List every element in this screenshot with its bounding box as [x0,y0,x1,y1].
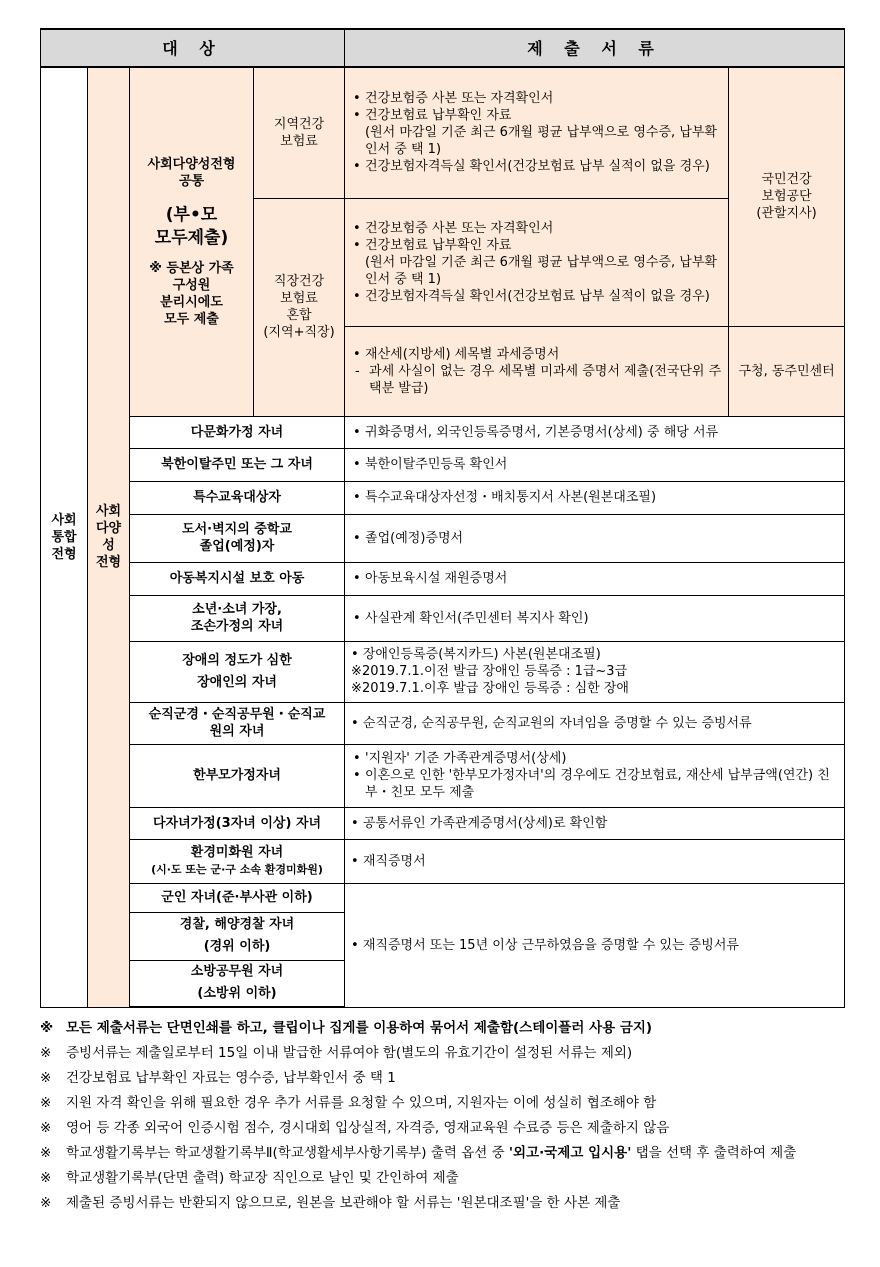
category-label: 사회 통합 전형 [51,512,77,562]
issuer-nhis-text: 국민건강 보험공단 (관할지사) [756,172,817,222]
workplace-insurance-docs [345,198,729,326]
doc-special-education [345,481,845,514]
header-documents: 제 출 서 류 [345,29,845,67]
target-martyr [130,702,345,744]
doc-text: 순직군경, 순직공무원, 순직교원의 자녀임을 증명할 수 있는 증빙서류 [362,715,752,731]
doc-item: • '지원자' 기준 가족관계증명서(상세) [351,750,838,767]
common-target-cell [130,67,254,416]
doc-item: • 건강보험자격득실 확인서(건강보험료 납부 실적이 없을 경우) [351,158,722,175]
note-text: 학교생활기록부는 학교생활기록부Ⅱ(학교생활세부사항기록부) 출력 옵션 중 [66,1145,509,1161]
note-text: 탭을 선택 후 출력하여 제출 [631,1145,797,1161]
note-mark: ※ [40,1045,52,1061]
target-text: 소년·소녀 가장, 조손가정의 자녀 [190,602,284,634]
target-subtext: (시·도 또는 군·구 소속 환경미화원) [151,863,323,876]
doc-north-korean-defector [345,448,845,481]
doc-single-parent [345,744,845,807]
doc-line: • 장애인등록증(복지카드) 사본(원본대조필) [351,647,601,662]
target-firefighter [130,960,345,1007]
family-separation-note: ※ 등본상 가족 구성원 분리시에도 모두 제출 [149,260,234,327]
doc-item: • 건강보험자격득실 확인서(건강보험료 납부 실적이 없을 경우) [351,288,722,305]
header-target: 대 상 [41,29,345,67]
doc-text: 재직증명서 또는 15년 이상 근무하였음을 증명할 수 있는 증빙서류 [362,937,739,953]
target-north-korean-defector: 북한이탈주민 또는 그 자녀 [130,448,345,481]
target-child-welfare: 아동복지시설 보호 아동 [130,562,345,595]
doc-item: • 건강보험증 사본 또는 자격확인서 [351,220,722,237]
doc-item: • 특수교육대상자선정・배치통지서 사본(원본대조필) [351,489,838,506]
note-mark: ※ [40,1095,52,1111]
note-text: 증빙서류는 제출일로부터 15일 이내 발급한 서류여야 함(별도의 유효기간이 설정된 서류는 제외) [66,1045,633,1061]
doc-item: • 사실관계 확인서(주민센터 복지사 확인) [351,610,838,627]
note-item [40,1166,844,1191]
note-text: 학교생활기록부(단면 출력) 학교장 직인으로 날인 및 간인하여 제출 [66,1170,459,1186]
note-item [40,1041,844,1066]
note-text: 모든 제출서류는 단면인쇄를 하고, 클립이나 집게를 이용하여 묶어서 제출함(스테이플러 사용 금지) [66,1020,653,1036]
note-item [40,1191,844,1216]
target-youth-household-head [130,595,345,641]
note-mark: ※ [40,1170,52,1186]
doc-text: 공통서류인 가족관계증명서(상세)로 확인함 [362,815,608,831]
note-item [40,1066,844,1091]
target-military: 군인 자녀(준·부사관 이하) [130,883,345,912]
note-item [40,1141,844,1166]
property-tax-docs [345,326,729,416]
doc-item: • 졸업(예정)증명서 [351,530,838,547]
target-multi-child: 다자녀가정(3자녀 이상) 자녀 [130,807,345,839]
note-mark: ※ [40,1195,52,1211]
doc-item: • 건강보험료 납부확인 자료 [351,237,722,254]
category-social-diversity [88,67,130,1007]
doc-text: 장애인등록증(복지카드) 사본(원본대조필) [362,647,601,662]
note-text: 영어 등 각종 외국어 인증시험 점수, 경시대회 입상실적, 자격증, 영재교육원 수료증 등은 제출하지 않음 [66,1120,670,1136]
note-emphasis: '외고·국제고 입시용' [508,1145,632,1161]
target-special-education: 특수교육대상자 [130,481,345,514]
target-text: 소방공무원 자녀 (소방위 이하) [190,964,284,1002]
target-disability [130,641,345,702]
target-text: 순직군경・순직공무원・순직교 원의 자녀 [148,707,326,739]
notes-section [40,1016,844,1216]
issuer-district-office: 구청, 동주민센터 [729,326,845,416]
doc-multicultural [345,416,845,448]
doc-service-personnel: • 재직증명서 또는 15년 이상 근무하였음을 증명할 수 있는 증빙서류 [345,883,845,1007]
doc-item: • 건강보험료 납부확인 자료 [351,107,722,124]
workplace-label-text: 직장건강 보험료 혼합 (지역+직장) [263,274,335,340]
subcategory-label: 사회 다양 성 전형 [95,504,122,571]
doc-item: • 건강보험증 사본 또는 자격확인서 [351,90,722,107]
target-text: 경찰, 해양경찰 자녀 (경위 이하) [179,917,295,954]
doc-item: • 재산세(지방세) 세목별 과세증명서 [351,346,722,363]
target-police [130,912,345,960]
note-mark: ※ [40,1145,52,1161]
doc-line: ※2019.7.1.이전 발급 장애인 등록증 : 1급~3급 [351,664,628,679]
note-text: 제출된 증빙서류는 반환되지 않으므로, 원본을 보관해야 할 서류는 '원본대조필'을 한 사본 제출 [66,1195,621,1211]
target-text: 장애의 정도가 심한 장애인의 자녀 [182,652,292,690]
workplace-insurance-label [254,198,345,416]
regional-insurance-docs [345,67,729,198]
doc-remote-area-graduate [345,514,845,562]
target-remote-area-graduate [130,514,345,562]
doc-multi-child: • 공통서류인 가족관계증명서(상세)로 확인함 [345,807,845,839]
target-multicultural: 다문화가정 자녀 [130,416,345,448]
note-text: 지원 자격 확인을 위해 필요한 경우 추가 서류를 요청할 수 있으며, 지원자는 이에 성실히 협조해야 함 [66,1095,657,1111]
common-title: 사회다양성전형 공통 [147,156,236,189]
target-text: 환경미화원 자녀 [190,845,284,860]
doc-martyr: • 순직군경, 순직공무원, 순직교원의 자녀임을 증명할 수 있는 증빙서류 [345,702,845,744]
note-mark: ※ [40,1020,54,1036]
category-social-integration [41,67,88,1007]
target-single-parent: 한부모가정자녀 [130,744,345,807]
doc-child-welfare [345,562,845,595]
both-parents-label: (부•모 모두제출) [154,204,229,248]
doc-line: ※2019.7.1.이후 발급 장애인 등록증 : 심한 장애 [351,681,629,696]
target-text: 도서·벽지의 중학교 졸업(예정)자 [182,522,292,554]
doc-item: • 귀화증명서, 외국인등록증명서, 기본증명서(상세) 중 해당 서류 [351,424,838,441]
doc-sub: - 과세 사실이 없는 경우 세목별 미과세 증명서 제출(전국단위 주택분 발급) [351,363,722,397]
note-item [40,1091,844,1116]
doc-sub: (원서 마감일 기준 최근 6개월 평균 납부액으로 영수증, 납부확인서 중 택 1) [365,125,717,158]
note-item [40,1016,844,1041]
regional-insurance-label [254,67,345,198]
doc-sanitation-worker: • 재직증명서 [345,839,845,883]
doc-item: • 아동보육시설 재원증명서 [351,570,838,587]
issuer-nhis [729,67,845,326]
submission-documents-table [40,28,845,1008]
note-mark: ※ [40,1120,52,1136]
doc-youth-household-head [345,595,845,641]
target-sanitation-worker [130,839,345,883]
note-mark: ※ [40,1070,52,1086]
regional-label-text: 지역건강 보험료 [273,116,325,149]
doc-disability [345,641,845,702]
note-text: 건강보험료 납부확인 자료는 영수증, 납부확인서 중 택 1 [66,1070,396,1086]
doc-item: • 북한이탈주민등록 확인서 [351,456,838,473]
doc-sub: (원서 마감일 기준 최근 6개월 평균 납부액으로 영수증, 납부확인서 중 택 1) [365,254,717,287]
doc-text: 재직증명서 [362,853,426,869]
doc-item: • 이혼으로 인한 '한부모가정자녀'의 경우에도 건강보험료, 재산세 납부금액(연간) 친부・친모 모두 제출 [351,767,838,801]
note-item [40,1116,844,1141]
